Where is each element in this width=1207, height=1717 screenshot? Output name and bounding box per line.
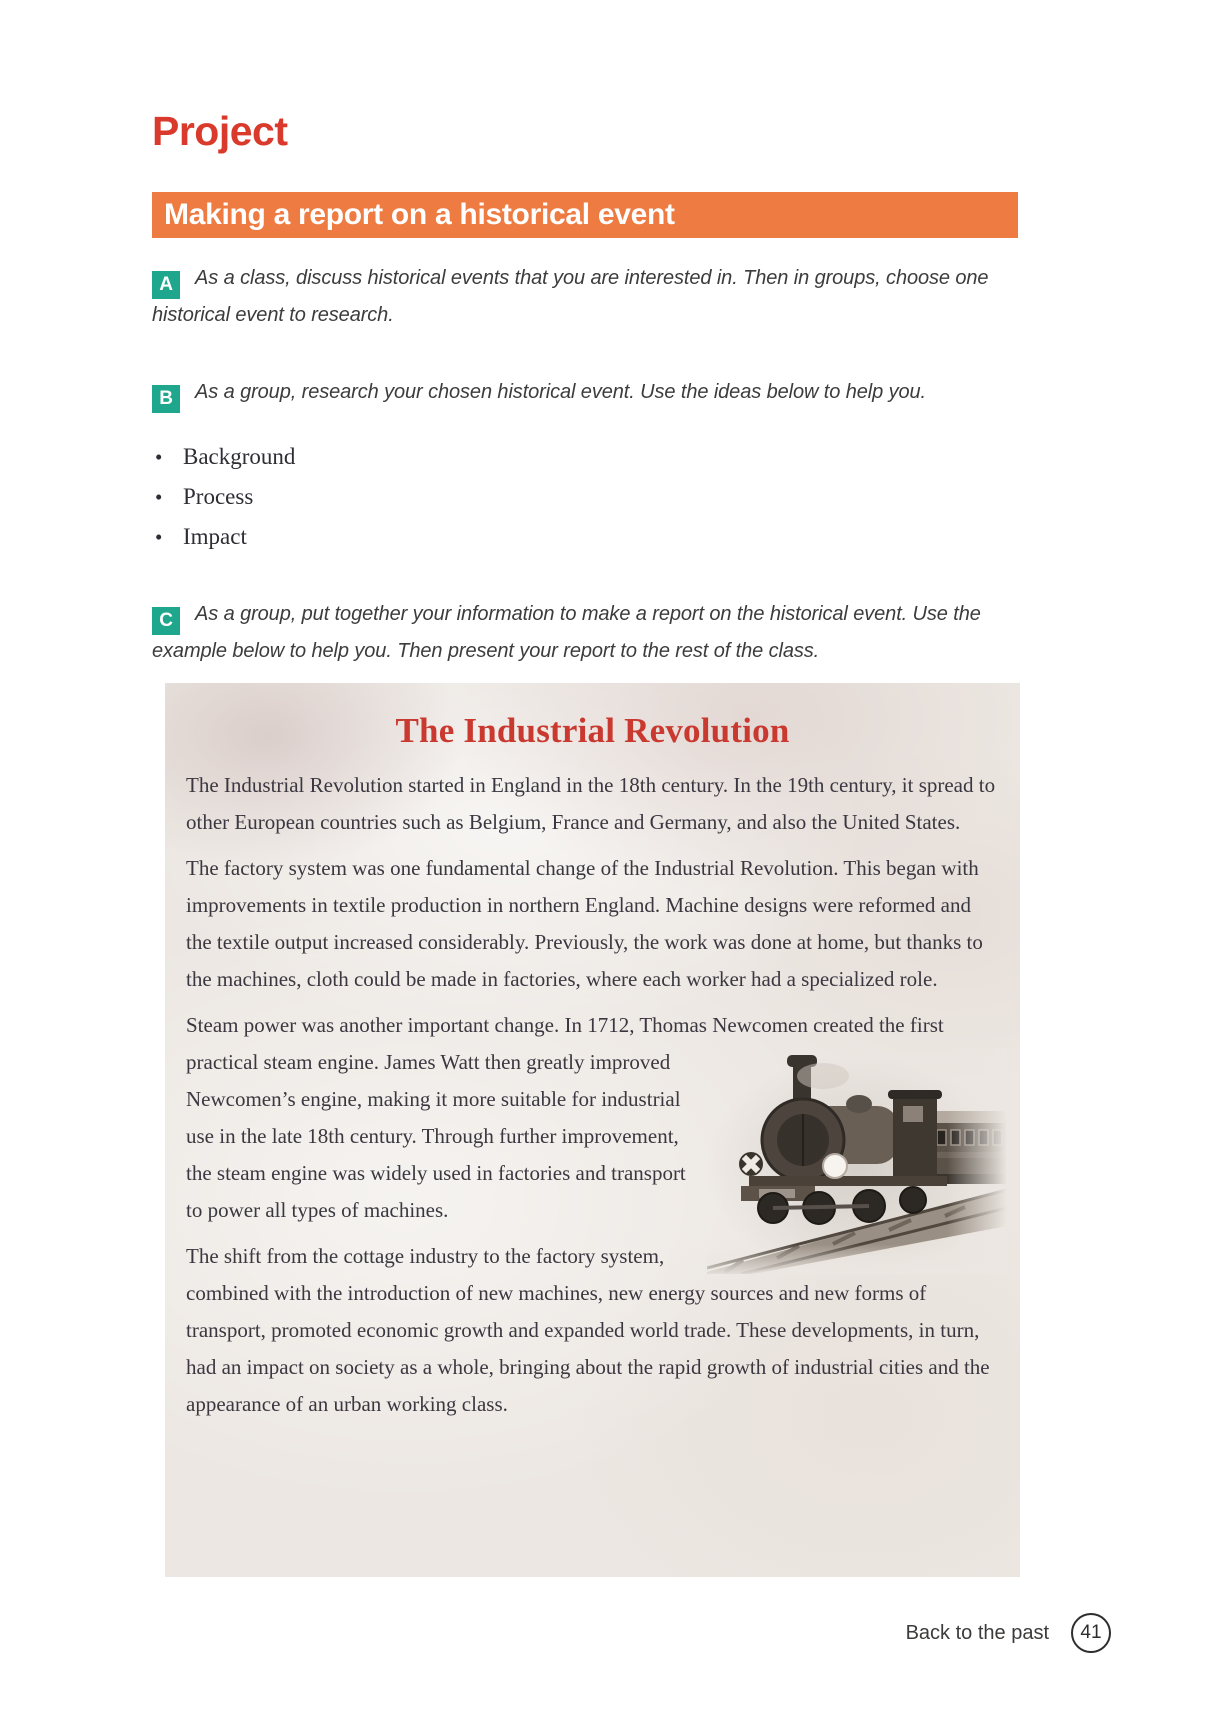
task-c bbox=[152, 598, 1008, 668]
unit-label: Back to the past bbox=[905, 1621, 1049, 1644]
report-paragraph-3 bbox=[186, 1007, 999, 1229]
report-paragraph-4: The shift from the cottage industry to the factory system, combined with the introduction of new machines, new energy sources and new forms of transport, promoted economic growth and expanded world trade. These developments, in turn, had an impact on society as a whole, bringing about the rapid growth of industrial cities and the appearance of an urban working class. bbox=[186, 1244, 990, 1416]
ideas-list bbox=[155, 437, 295, 557]
task-b-badge: B bbox=[152, 385, 180, 413]
task-a bbox=[152, 262, 1008, 332]
list-item bbox=[155, 437, 295, 477]
list-item bbox=[155, 477, 295, 517]
report-paragraph-2: The factory system was one fundamental change of the Industrial Revolution. This began with improvements in textile production in northern England. Machine designs were reformed and the textile output increased considerably. Previously, the work was done at home, but thanks to the machines, cloth could be made in factories, where each worker had a specialized role. bbox=[186, 856, 983, 991]
report-paragraph-1: The Industrial Revolution started in England in the 18th century. In the 19th century, it spread to other European countries such as Belgium, France and Germany, and also the United States. bbox=[186, 773, 996, 834]
task-b bbox=[152, 376, 1008, 413]
page-number-badge: 41 bbox=[1071, 1613, 1111, 1653]
paragraph-3-text-after: Newcomen’s engine, making it more suitable for industrial use in the late 18th century. Through further improvement, the steam engine was widely used in factories and transport to power all types of machines. bbox=[186, 1087, 686, 1222]
report-title: The Industrial Revolution bbox=[395, 711, 790, 750]
task-b-text: As a group, research your chosen historical event. Use the ideas below to help you. bbox=[195, 381, 927, 403]
task-a-text: As a class, discuss historical events that you are interested in. Then in groups, choose one historical event to research. bbox=[152, 267, 989, 326]
idea-label: Process bbox=[183, 484, 254, 509]
idea-label: Background bbox=[183, 444, 296, 469]
task-c-badge: C bbox=[152, 607, 180, 635]
paragraph-3-text-before: Steam power was another important change. In 1712, Thomas Newcomen created the first practical steam engine. James Watt then greatly improved bbox=[186, 1013, 944, 1074]
lesson-banner: Making a report on a historical event bbox=[152, 192, 1018, 238]
page-footer bbox=[906, 1613, 1111, 1653]
example-report-box bbox=[165, 683, 1020, 1577]
page-title: Project bbox=[152, 108, 288, 154]
steam-train-image bbox=[707, 1048, 1007, 1274]
list-item bbox=[155, 517, 295, 557]
task-c-text: As a group, put together your information to make a report on the historical event. Use the example below to help you. Then present your report to the rest of the class. bbox=[152, 603, 981, 662]
task-a-badge: A bbox=[152, 271, 180, 299]
idea-label: Impact bbox=[183, 524, 247, 549]
